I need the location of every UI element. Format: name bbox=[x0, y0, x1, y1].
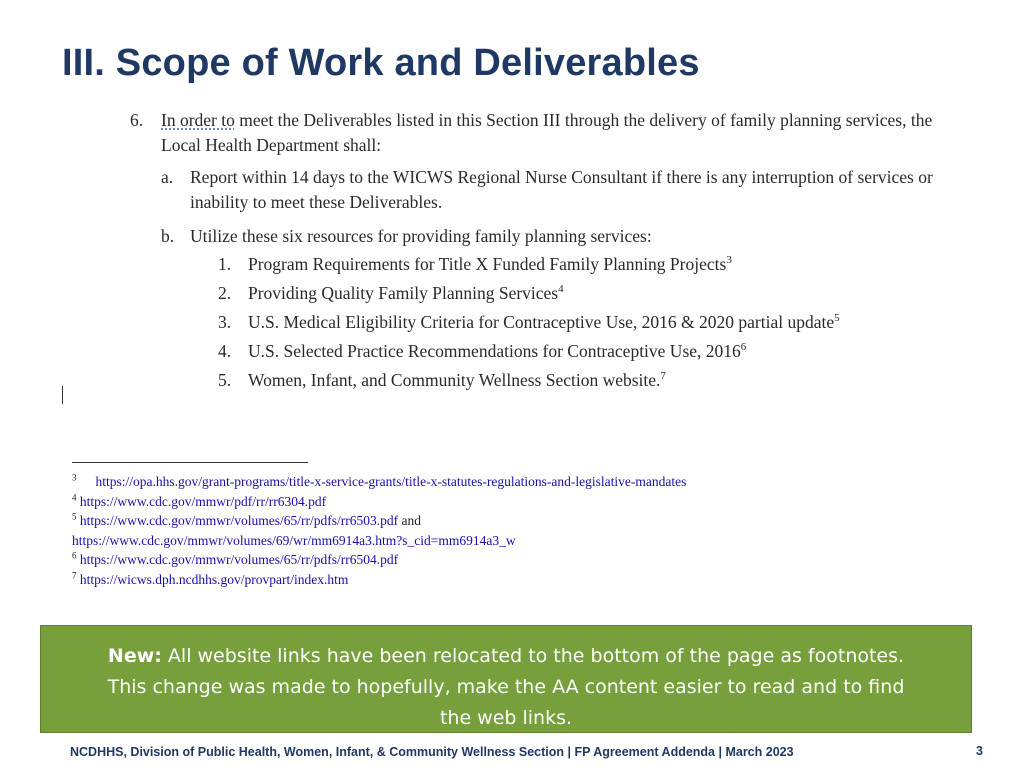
text-cursor bbox=[62, 386, 63, 404]
footnote-link[interactable]: https://wicws.dph.ncdhhs.gov/provpart/index.htm bbox=[79, 571, 349, 587]
list-item-number: 1. bbox=[218, 254, 232, 274]
footnote-number: 6 bbox=[72, 550, 77, 561]
footnote-joiner: and bbox=[398, 513, 421, 528]
footnote-7 bbox=[72, 570, 832, 590]
spellcheck-flag: In order to bbox=[161, 110, 235, 130]
footnote-ref: 7 bbox=[660, 370, 666, 383]
footnote-separator bbox=[72, 462, 308, 463]
footnote-link[interactable]: https://opa.hhs.gov/grant-programs/title-x-service-grants/title-x-statutes-regulations-and-legislative-mandates bbox=[95, 474, 687, 489]
page-number: 3 bbox=[976, 744, 983, 758]
list-item-number: 2. bbox=[218, 283, 232, 303]
footnote-5 bbox=[72, 511, 832, 531]
list-item bbox=[218, 368, 950, 397]
list-item-text: Providing Quality Family Planning Services bbox=[248, 283, 559, 303]
footnote-5-continued bbox=[72, 531, 832, 551]
slide-title: III. Scope of Work and Deliverables bbox=[62, 42, 700, 84]
footnote-link[interactable]: https://www.cdc.gov/mmwr/volumes/69/wr/mm6914a3.htm?s_cid=mm6914a3_w bbox=[72, 532, 516, 548]
item-6-number: 6. bbox=[130, 110, 144, 130]
list-item-number: 5. bbox=[218, 370, 232, 390]
callout-text: All website links have been relocated to the bottom of the page as footnotes. This change was made to hopefully, make the AA content easier to read and to find the web links. bbox=[107, 645, 905, 729]
list-item-number: 3. bbox=[218, 312, 232, 332]
new-callout bbox=[40, 625, 972, 733]
footnote-link[interactable]: https://www.cdc.gov/mmwr/volumes/65/rr/pdfs/rr6504.pdf bbox=[79, 552, 399, 567]
list-item bbox=[218, 310, 950, 339]
footnote-3 bbox=[72, 472, 832, 492]
item-6-text-rest: meet the Deliverables listed in this Section III through the delivery of family planning services, the Local Health Department shall: bbox=[161, 110, 933, 155]
footnote-ref: 3 bbox=[726, 254, 732, 267]
list-item-text: U.S. Medical Eligibility Criteria for Contraceptive Use, 2016 & 2020 partial update bbox=[248, 312, 835, 332]
sub-item-a-text: Report within 14 days to the WICWS Regional Nurse Consultant if there is any interruption of services or inability to meet these Deliverables. bbox=[190, 167, 933, 212]
list-item bbox=[218, 252, 950, 281]
resource-list bbox=[218, 252, 950, 397]
list-item-text: Program Requirements for Title X Funded Family Planning Projects bbox=[248, 254, 727, 274]
item-6 bbox=[130, 108, 950, 158]
list-item bbox=[218, 339, 950, 368]
footnotes bbox=[72, 472, 832, 589]
list-item-text: U.S. Selected Practice Recommendations for Contraceptive Use, 2016 bbox=[248, 341, 741, 361]
sub-item-a bbox=[161, 165, 950, 215]
callout-label: New: bbox=[107, 645, 162, 667]
footnote-number: 4 bbox=[72, 492, 77, 502]
footnote-ref: 6 bbox=[740, 341, 747, 354]
sub-item-a-letter: a. bbox=[161, 167, 174, 187]
item-6-text bbox=[161, 108, 950, 158]
footnote-number: 5 bbox=[72, 511, 77, 522]
footnote-ref: 4 bbox=[558, 283, 564, 296]
document-excerpt bbox=[130, 108, 950, 397]
sub-item-b bbox=[161, 224, 950, 249]
list-item bbox=[218, 281, 950, 310]
footnote-ref: 5 bbox=[834, 312, 840, 325]
footnote-number: 7 bbox=[72, 570, 77, 580]
slide-footer: NCDHHS, Division of Public Health, Women, Infant, & Community Wellness Section | FP Agreement Addenda | March 2023 bbox=[70, 745, 794, 759]
footnote-number: 3 bbox=[72, 472, 77, 483]
list-item-number: 4. bbox=[218, 341, 232, 361]
list-item-text: Women, Infant, and Community Wellness Section website. bbox=[248, 370, 661, 390]
sub-item-b-letter: b. bbox=[161, 226, 175, 246]
footnote-link[interactable]: https://www.cdc.gov/mmwr/pdf/rr/rr6304.pdf bbox=[79, 493, 327, 509]
sub-item-b-text: Utilize these six resources for providing family planning services: bbox=[190, 226, 652, 246]
footnote-link[interactable]: https://www.cdc.gov/mmwr/volumes/65/rr/pdfs/rr6503.pdf bbox=[79, 513, 399, 528]
footnote-6 bbox=[72, 550, 832, 570]
footnote-4 bbox=[72, 492, 832, 512]
